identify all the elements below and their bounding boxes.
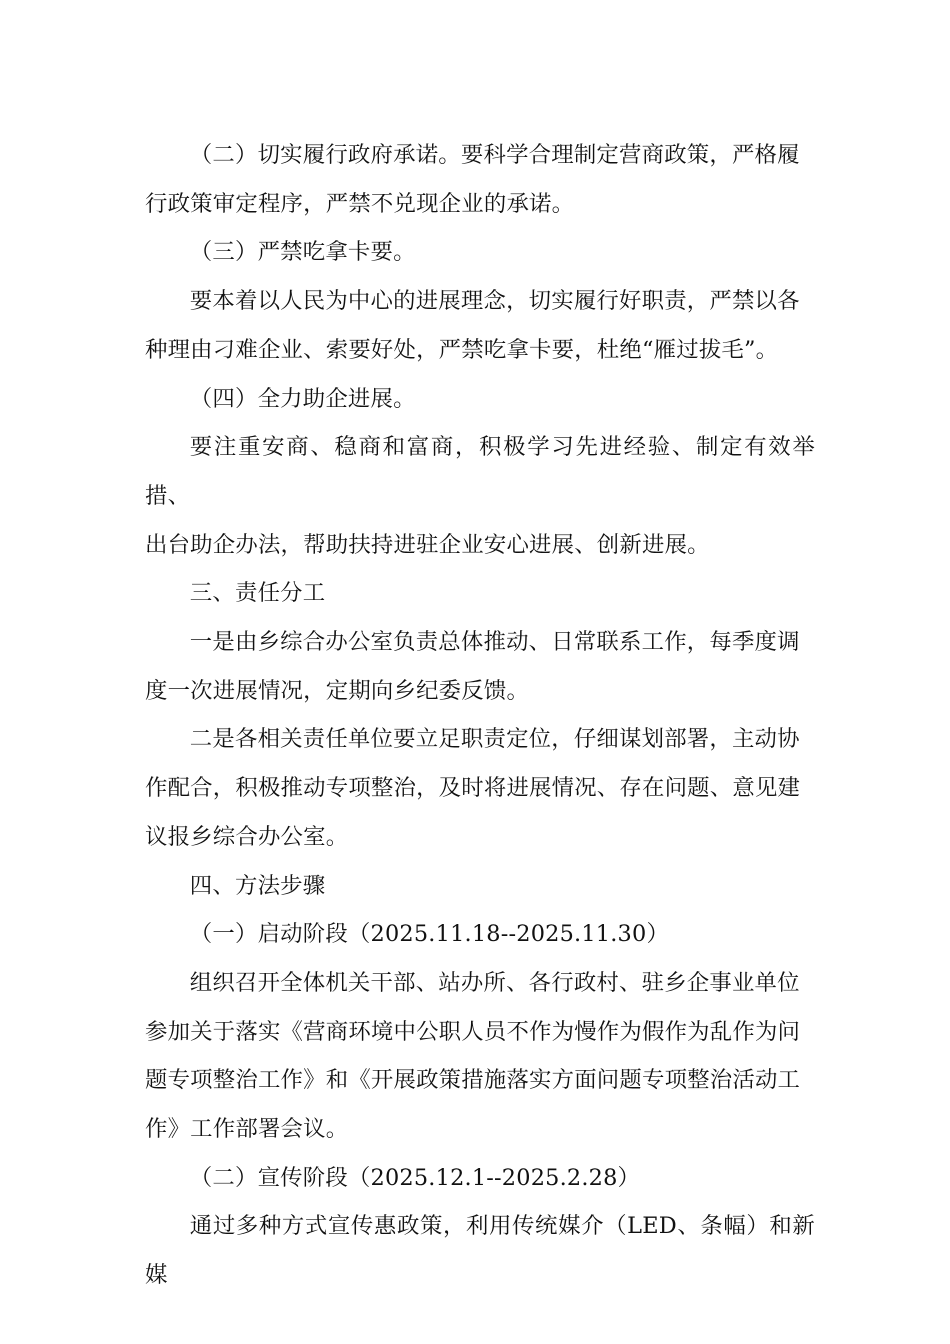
paragraph-launch-phase: 组织召开全体机关干部、站办所、各行政村、驻乡企事业单位 参加关于落实《营商环境中公职人员不作为慢作为假作为乱作为问 题专项整治工作》和《开展政策措施落实方面问题专项整治活动工 作》工作部署会议。 (145, 969, 801, 1143)
paragraph-support-enterprises: 要注重安商、稳商和富商，积极学习先进经验、制定有效举措、 出台助企办法，帮助扶持进驻企业安心进展、创新进展。 (145, 434, 815, 558)
body-text (145, 131, 815, 1300)
heading-support-enterprises: （四）全力助企进展。 (189, 385, 416, 412)
paragraph-fulfill-commitments: （二）切实履行政府承诺。要科学合理制定营商政策，严格履 行政策审定程序，严禁不兑现企业的承诺。 (145, 142, 800, 217)
heading-no-extortion: （三）严禁吃拿卡要。 (189, 239, 416, 266)
paragraph-responsibility-two: 二是各相关责任单位要立足职责定位，仔细谋划部署，主动协 作配合，积极推动专项整治，及时将进展情况、存在问题、意见建 议报乡综合办公室。 (145, 726, 801, 850)
heading-launch-phase: （一）启动阶段（2025.11.18--2025.11.30） (189, 921, 670, 948)
heading-publicity-phase: （二）宣传阶段（2025.12.1--2025.2.28） (189, 1164, 641, 1191)
heading-methods-steps: 四、方法步骤 (189, 872, 326, 899)
paragraph-publicity-phase: 通过多种方式宣传惠政策，利用传统媒介（LED、条幅）和新媒 (145, 1213, 815, 1289)
heading-responsibilities: 三、责任分工 (189, 580, 326, 607)
paragraph-no-extortion: 要本着以人民为中心的进展理念，切实履行好职责，严禁以各 种理由刁难企业、索要好处，严禁吃拿卡要，杜绝“雁过拔毛”。 (145, 288, 800, 363)
paragraph-responsibility-one: 一是由乡综合办公室负责总体推动、日常联系工作，每季度调 度一次进展情况，定期向乡纪委反馈。 (145, 629, 800, 704)
